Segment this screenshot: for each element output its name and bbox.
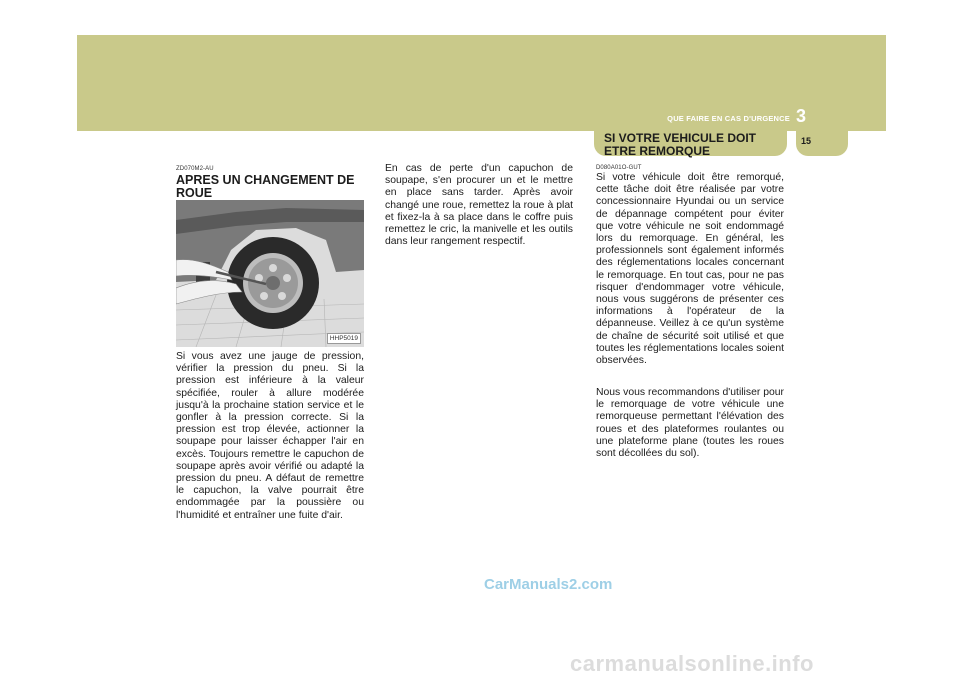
tire-change-illustration — [176, 200, 364, 347]
section-heading: APRES UN CHANGEMENT DE ROUE — [176, 173, 355, 200]
section-code-right: D080A01O-GUT — [596, 165, 642, 171]
middle-body-text: En cas de perte d'un capuchon de soupape, s'en procurer un et le mettre en place sans tarder. Après avoir changé une roue, remettez la roue à plat et fixez-la à sa place dans le coffre puis remettez le cric, la manivelle et les outils dans leur rangement respectif. — [385, 163, 573, 248]
chapter-number: 3 — [795, 106, 806, 126]
tire-change-figure — [176, 200, 364, 347]
section-label: QUE FAIRE EN CAS D'URGENCE — [667, 114, 790, 123]
tab-title: SI VOTRE VEHICULE DOIT ETRE REMORQUE — [604, 131, 757, 158]
section-code-left: ZD070M2-AU — [176, 166, 214, 172]
left-body-text: Si vous avez une jauge de pression, vérifier la pression du pneu. Si la pression est inférieure à la valeur spécifiée, rouler à allure modérée jusqu'à la prochaine station service et le gonfler à la pression correcte. Si la pression est trop élevée, actionner la soupape pour laisser échapper l'air en excès. Toujours remettre le capuchon de soupape après avoir vérifié ou adapté la pression du pneu. A défaut de remettre le capuchon, la valve pourrait être endommagée par la poussière ou l'humidité et entraîner une fuite d'air. — [176, 351, 364, 521]
watermark-carmanuals2: CarManuals2.com — [484, 576, 613, 593]
watermark-carmanualsonline: carmanualsonline.info — [570, 651, 814, 676]
right-body-paragraph-2: Nous vous recommandons d'utiliser pour le remorquage de votre véhicule une remorqueuse permettant l'élévation des roues et des plateformes roulantes ou une plateforme plane (toutes les roues sont décollées du sol). — [596, 387, 784, 460]
figure-caption: HHP5019 — [327, 333, 361, 344]
page-number: 15 — [800, 136, 811, 146]
right-body-paragraph-1: Si votre véhicule doit être remorqué, cette tâche doit être réalisée par votre concessionnaire Hyundai ou un service de dépannage compétent pour éviter que votre véhicule ne soit endommagé lors du remorquage. En général, les professionnels sont également informés des réglementations locales concernant le remorquage. En tout cas, pour ne pas risquer d'endommager votre véhicule, nous vous suggérons de présenter ces informations à l'opérateur de la dépanneuse. Veillez à ce qu'un système de chaîne de sécurité soit utilisé et que toutes les réglementations locales soient observées. — [596, 172, 784, 367]
